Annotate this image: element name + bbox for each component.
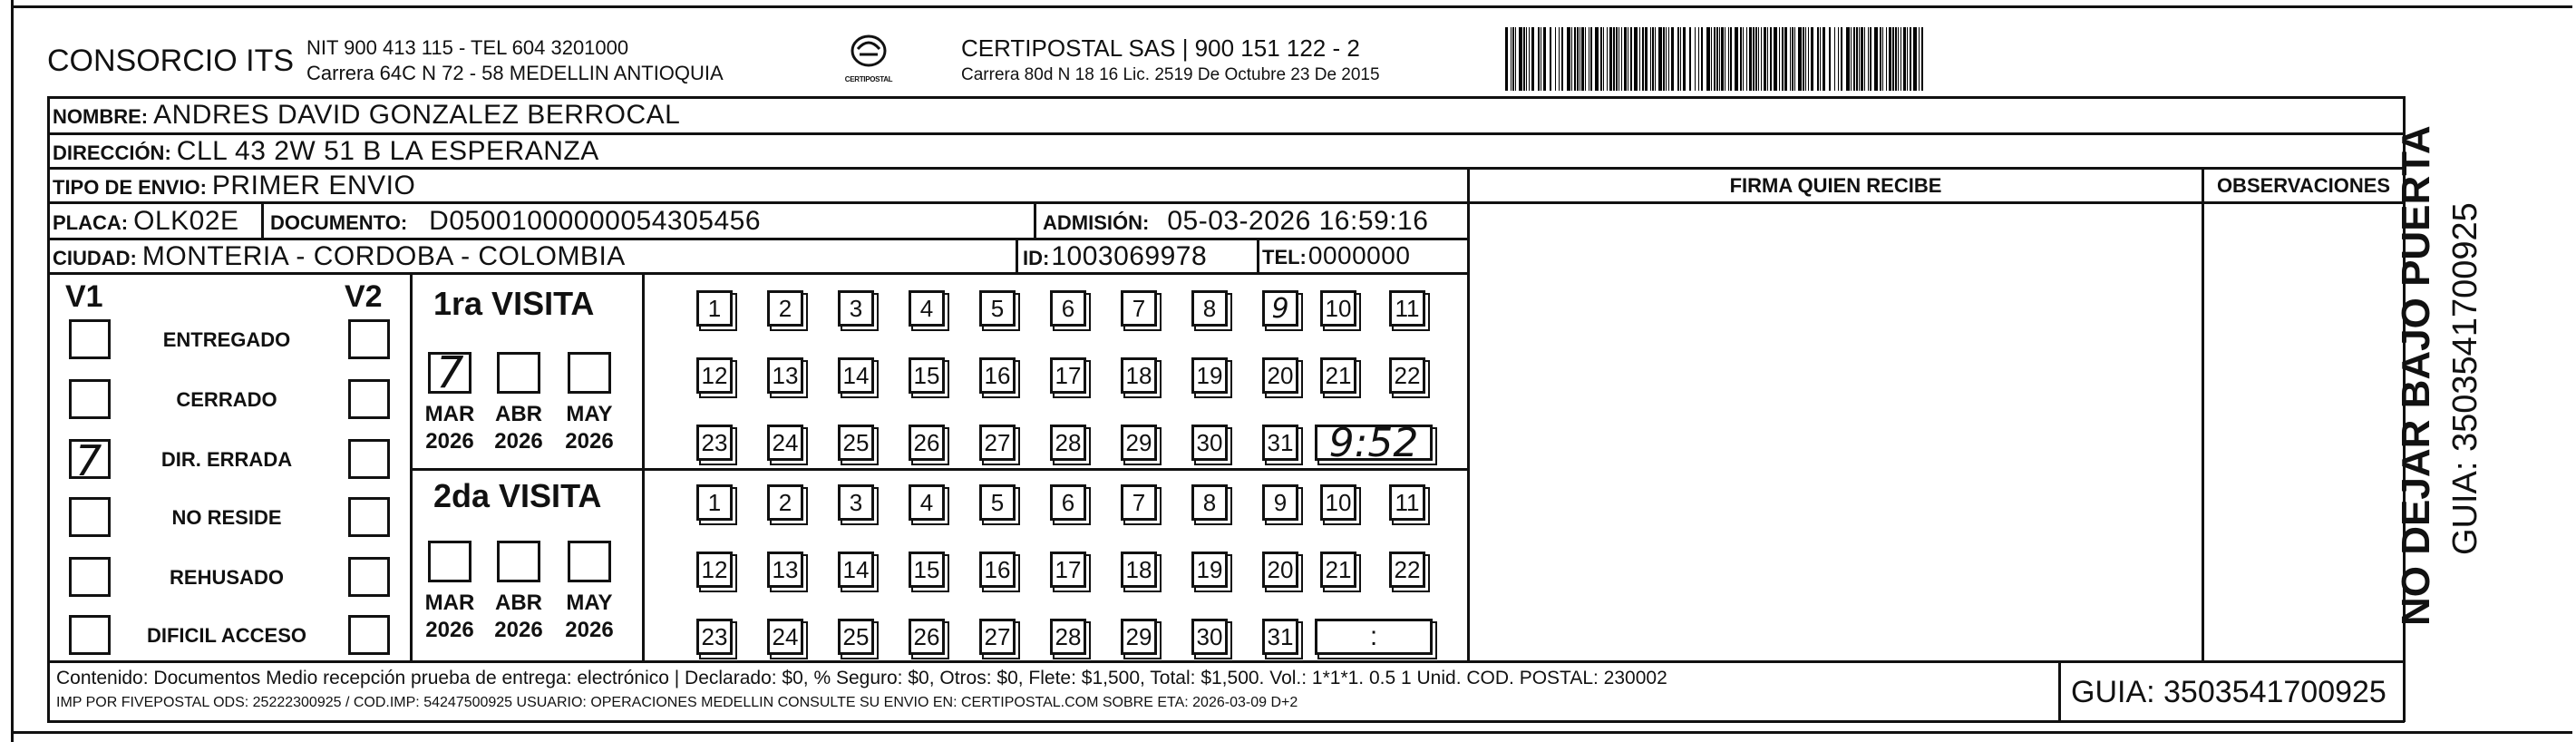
visit2-day-box[interactable]: 26 xyxy=(909,619,945,655)
visit1-month-box[interactable] xyxy=(568,352,611,394)
barcode-bar xyxy=(1585,27,1586,91)
visit1-day-box[interactable]: 19 xyxy=(1191,357,1228,394)
carrier-address: Carrera 80d N 18 16 Lic. 2519 De Octubre 23 De 2015 xyxy=(961,65,1380,84)
visit1-day-box[interactable]: 3 xyxy=(838,290,874,327)
barcode-bar xyxy=(1613,27,1615,91)
barcode-bar xyxy=(1774,27,1777,91)
visit2-month-box[interactable] xyxy=(497,541,540,582)
barcode-bar xyxy=(1706,27,1710,91)
documento-label: DOCUMENTO: xyxy=(270,211,408,234)
barcode-bar xyxy=(1567,27,1570,91)
admision-label: ADMISIÓN: xyxy=(1043,211,1150,234)
visit1-year-label: 2026 xyxy=(425,429,474,454)
status-label: CERRADO xyxy=(176,388,277,411)
visit1-day-box[interactable]: 7 xyxy=(1121,290,1157,327)
barcode-bar xyxy=(1834,27,1835,91)
barcode-bar xyxy=(1913,27,1917,91)
barcode-bar xyxy=(1716,27,1718,91)
visit2-day-box[interactable]: 16 xyxy=(979,552,1016,588)
barcode-bar xyxy=(1577,27,1579,91)
bottom-rule xyxy=(11,731,2572,734)
barcode-bar xyxy=(1668,27,1669,91)
visit1-year-label: 2026 xyxy=(565,429,614,454)
barcode-bar xyxy=(1529,27,1530,91)
barcode-bar xyxy=(1808,27,1809,91)
barcode-bar xyxy=(1892,27,1894,91)
v2-checkbox[interactable] xyxy=(348,439,390,479)
documento-field xyxy=(270,206,761,237)
visit1-day-box[interactable]: 20 xyxy=(1262,357,1298,394)
admision-divider xyxy=(1034,201,1036,239)
barcode-bar xyxy=(1561,27,1563,91)
visit1-day-box[interactable]: 27 xyxy=(979,425,1016,461)
visit2-title: 2da VISITA xyxy=(433,477,602,514)
barcode-bar xyxy=(1792,27,1793,91)
barcode-bar xyxy=(1761,27,1762,91)
nombre-label: NOMBRE: xyxy=(53,105,149,128)
tel-value: 0000000 xyxy=(1307,241,1411,269)
tipo-label: TIPO DE ENVIO: xyxy=(53,176,207,199)
v2-label: V2 xyxy=(345,279,383,314)
documento-value: D05001000000054305456 xyxy=(429,206,762,236)
visit2-day-box[interactable]: 14 xyxy=(838,552,874,588)
barcode-bar xyxy=(1853,27,1855,91)
logo-caption: CERTIPOSTAL xyxy=(844,75,893,83)
company-name: CONSORCIO ITS xyxy=(47,44,295,78)
barcode-bar xyxy=(1650,27,1651,91)
visit2-month-label: MAR xyxy=(424,591,475,615)
tel-field xyxy=(1262,241,1410,270)
barcode-bar xyxy=(1666,27,1667,91)
barcode-bar xyxy=(1663,27,1665,91)
top-rule xyxy=(11,5,2572,8)
visit2-day-box[interactable]: 28 xyxy=(1050,619,1086,655)
visit1-day-box[interactable]: 16 xyxy=(979,357,1016,394)
visit2-day-box[interactable]: 27 xyxy=(979,619,1016,655)
barcode-bar xyxy=(1889,27,1891,91)
barcode-bar xyxy=(1607,27,1608,91)
visit2-day-box[interactable]: 30 xyxy=(1191,619,1228,655)
visit1-day-box[interactable]: 26 xyxy=(909,425,945,461)
status-divider xyxy=(410,272,413,662)
visit1-day-box[interactable]: 11 xyxy=(1389,290,1425,327)
visit2-day-box[interactable]: 2 xyxy=(767,484,803,521)
barcode-bar xyxy=(1903,27,1906,91)
barcode-bar xyxy=(1511,27,1512,91)
barcode-bar xyxy=(1639,27,1640,91)
ciudad-value: MONTERIA - CORDOBA - COLOMBIA xyxy=(141,241,626,271)
visit2-day-box[interactable]: 20 xyxy=(1262,552,1298,588)
placa-divider xyxy=(261,201,264,239)
visit2-day-box[interactable]: 17 xyxy=(1050,552,1086,588)
v1-handwritten-mark: 7 xyxy=(75,436,102,485)
visit1-day-box[interactable]: 25 xyxy=(838,425,874,461)
direccion-label: DIRECCIÓN: xyxy=(53,142,171,164)
barcode-bar xyxy=(1770,27,1772,91)
visit1-day-box[interactable]: 2 xyxy=(767,290,803,327)
barcode-bar xyxy=(1895,27,1897,91)
obs-divider xyxy=(2202,167,2204,662)
visit2-day-box[interactable]: 29 xyxy=(1121,619,1157,655)
barcode-bar xyxy=(1559,27,1560,91)
barcode-bar xyxy=(1658,27,1662,91)
visit2-day-box[interactable]: 21 xyxy=(1320,552,1356,588)
visit1-day-box[interactable]: 17 xyxy=(1050,357,1086,394)
barcode-bar xyxy=(1721,27,1724,91)
status-label: NO RESIDE xyxy=(171,506,282,529)
visit1-day-box[interactable]: 9 xyxy=(1262,290,1298,327)
barcode-bar xyxy=(1512,27,1514,91)
visit1-day-box[interactable]: 1 xyxy=(696,290,733,327)
visit2-day-box[interactable]: 23 xyxy=(696,619,733,655)
barcode-bar xyxy=(1677,27,1679,91)
side-guia: GUIA: 3503541700925 xyxy=(2446,202,2484,555)
visit2-day-box[interactable]: 4 xyxy=(909,484,945,521)
barcode-bar xyxy=(1695,27,1696,91)
barcode-bar xyxy=(1714,27,1716,91)
carrier-name: CERTIPOSTAL SAS | 900 151 122 - 2 xyxy=(961,34,1360,62)
barcode-bar xyxy=(1574,27,1576,91)
status-label: ENTREGADO xyxy=(162,328,291,351)
tel-label: TEL: xyxy=(1262,246,1307,268)
v1-checkbox[interactable] xyxy=(69,436,111,485)
visit1-month-box[interactable] xyxy=(497,352,540,394)
barcode-bar xyxy=(1779,27,1780,91)
barcode-bar xyxy=(1689,27,1691,91)
barcode-bar xyxy=(1811,27,1813,91)
barcode-bar xyxy=(1683,27,1686,91)
admision-field xyxy=(1043,206,1428,237)
visit1-time-box[interactable]: 9:52 xyxy=(1315,425,1433,461)
barcode-bar xyxy=(1609,27,1612,91)
visit1-month-mark: 7 xyxy=(436,347,464,398)
barcode-bar xyxy=(1538,27,1540,91)
barcode-bar xyxy=(1719,27,1720,91)
barcode-bar xyxy=(1886,27,1887,91)
rule-4 xyxy=(47,238,1467,240)
visit1-month-label: ABR xyxy=(495,402,542,426)
visit1-day-box[interactable]: 15 xyxy=(909,357,945,394)
barcode-bar xyxy=(1595,27,1599,91)
barcode-bar xyxy=(1624,27,1627,91)
visit1-day-box[interactable]: 13 xyxy=(767,357,803,394)
barcode-bar xyxy=(1838,27,1839,91)
month-divider xyxy=(642,272,645,662)
barcode-bar xyxy=(1829,27,1831,91)
barcode-bar xyxy=(1671,27,1674,91)
form-left xyxy=(47,96,50,722)
barcode-bar xyxy=(1823,27,1825,91)
footer-guia: GUIA: 3503541700925 xyxy=(2071,675,2386,709)
barcode-bar xyxy=(1655,27,1656,91)
status-label: DIFICIL ACCESO xyxy=(146,624,306,647)
contenido-text: Contenido: Documentos Medio recepción prueba de entrega: electrónico | Declarado: $0, % Seguro: $0, Otros: $0, Flete: $1,500, Total: $1,500. Vol.: 1*1*1. 0.5 1 Unid. COD. POSTAL: 230002 xyxy=(56,668,1667,688)
barcode-bar xyxy=(1730,27,1732,91)
barcode-bar xyxy=(1590,27,1592,91)
tel-divider xyxy=(1257,238,1259,274)
v2-checkbox[interactable] xyxy=(348,319,390,359)
firma-header: FIRMA QUIEN RECIBE xyxy=(1729,174,1942,197)
rule-2 xyxy=(47,167,2405,170)
visit2-month-box[interactable] xyxy=(428,541,471,582)
barcode-bar xyxy=(1861,27,1863,91)
firma-divider xyxy=(1467,167,1470,662)
barcode-bar xyxy=(1767,27,1768,91)
id-field xyxy=(1023,241,1207,272)
visit1-day-box[interactable]: 4 xyxy=(909,290,945,327)
visit1-day-box[interactable]: 10 xyxy=(1320,290,1356,327)
visit1-title: 1ra VISITA xyxy=(433,285,595,322)
barcode-bar xyxy=(1603,27,1604,91)
form-bottom xyxy=(47,720,2405,723)
placa-field xyxy=(53,206,239,237)
visit1-day-box[interactable]: 31 xyxy=(1262,425,1298,461)
barcode-bar xyxy=(1817,27,1819,91)
barcode-bar xyxy=(1794,27,1795,91)
barcode-bar xyxy=(1645,27,1648,91)
company-nit: NIT 900 413 115 - TEL 604 3201000 xyxy=(306,36,629,59)
barcode-bar xyxy=(1735,27,1738,91)
barcode-bar xyxy=(1531,27,1534,91)
barcode-bar xyxy=(1543,27,1546,91)
visit2-day-box[interactable]: 18 xyxy=(1121,552,1157,588)
barcode-bar xyxy=(1698,27,1699,91)
barcode-bar xyxy=(1859,27,1860,91)
visit2-year-label: 2026 xyxy=(494,618,543,642)
visit2-day-box[interactable]: 5 xyxy=(979,484,1016,521)
visit2-year-label: 2026 xyxy=(425,618,474,642)
visit2-day-box[interactable]: 25 xyxy=(838,619,874,655)
barcode-bar xyxy=(1870,27,1871,91)
barcode-bar xyxy=(1743,27,1744,91)
visit1-day-box[interactable]: 6 xyxy=(1050,290,1086,327)
id-label: ID: xyxy=(1023,247,1050,269)
visit2-day-box[interactable]: 1 xyxy=(696,484,733,521)
barcode-bar xyxy=(1805,27,1806,91)
direccion-field xyxy=(53,136,599,167)
no-dejar-text: NO DEJAR BAJO PUERTA xyxy=(2394,125,2438,626)
visit1-month-label: MAR xyxy=(424,402,475,426)
status-label: REHUSADO xyxy=(170,566,284,589)
barcode-bar xyxy=(1753,27,1755,91)
barcode-bar xyxy=(1820,27,1821,91)
barcode-bar xyxy=(1880,27,1881,91)
visit2-year-label: 2026 xyxy=(565,618,614,642)
form-top xyxy=(47,96,2405,99)
barcode-bar xyxy=(1634,27,1638,91)
visit2-day-box[interactable]: 24 xyxy=(767,619,803,655)
imp-text: IMP POR FIVEPOSTAL ODS: 25222300925 / COD.IMP: 54247500925 USUARIO: OPERACIONES MEDELLIN CONSULTE SU ENVIO EN: CERTIPOSTAL.COM SOBRE ETA: 2026-03-09 D+2 xyxy=(56,695,1298,710)
visit1-month-box[interactable] xyxy=(428,347,471,398)
v2-checkbox[interactable] xyxy=(348,379,390,419)
visit1-day-box[interactable]: 8 xyxy=(1191,290,1228,327)
rule-3 xyxy=(47,201,2405,204)
visit2-day-box[interactable]: 6 xyxy=(1050,484,1086,521)
tipo-value: PRIMER ENVIO xyxy=(211,171,416,200)
barcode-bar xyxy=(1874,27,1878,91)
visit1-month-label: MAY xyxy=(566,402,613,426)
direccion-value: CLL 43 2W 51 B LA ESPERANZA xyxy=(176,136,599,166)
barcode-bar xyxy=(1728,27,1729,91)
visit1-year-label: 2026 xyxy=(494,429,543,454)
barcode-bar xyxy=(1755,27,1757,91)
company-address: Carrera 64C N 72 - 58 MEDELLIN ANTIOQUIA xyxy=(306,62,724,84)
barcode-bar xyxy=(1851,27,1852,91)
ciudad-label: CIUDAD: xyxy=(53,247,137,269)
certipostal-logo xyxy=(841,34,896,93)
visit2-month-label: ABR xyxy=(495,591,542,615)
barcode-bar xyxy=(1740,27,1742,91)
visit1-day-box[interactable]: 21 xyxy=(1320,357,1356,394)
barcode-bar xyxy=(1764,27,1766,91)
visit1-day-box[interactable]: 12 xyxy=(696,357,733,394)
barcode-bar xyxy=(1841,27,1842,91)
barcode-bar xyxy=(1782,27,1784,91)
barcode-bar xyxy=(1910,27,1911,91)
visit2-day-box[interactable]: 9 xyxy=(1262,484,1298,521)
barcode-bar xyxy=(1790,27,1791,91)
visit2-day-box[interactable]: 11 xyxy=(1389,484,1425,521)
placa-value: OLK02E xyxy=(133,206,239,236)
status-label: DIR. ERRADA xyxy=(160,448,293,471)
visit1-day-box[interactable]: 22 xyxy=(1389,357,1425,394)
observaciones-header: OBSERVACIONES xyxy=(2216,174,2391,197)
v2-checkbox[interactable] xyxy=(348,615,390,655)
barcode-bar xyxy=(1505,27,1508,91)
barcode-bar xyxy=(1907,27,1908,91)
v1-checkbox[interactable] xyxy=(69,497,111,537)
id-value: 1003069978 xyxy=(1051,241,1208,271)
visit1-day-box[interactable]: 28 xyxy=(1050,425,1086,461)
barcode-bar xyxy=(1864,27,1865,91)
barcode-bar xyxy=(1555,27,1556,91)
visit2-day-box[interactable]: 22 xyxy=(1389,552,1425,588)
rule-1 xyxy=(47,132,2405,135)
barcode-bar xyxy=(1746,27,1747,91)
visit2-day-box[interactable]: 19 xyxy=(1191,552,1228,588)
barcode-bar xyxy=(1798,27,1802,91)
visit2-time-box[interactable]: : xyxy=(1315,619,1433,655)
visit-divider xyxy=(410,468,1467,471)
barcode-bar xyxy=(1856,27,1858,91)
barcode-bar xyxy=(1846,27,1850,91)
barcode-bar xyxy=(1519,27,1522,91)
v1-checkbox[interactable] xyxy=(69,615,111,655)
barcode-bar xyxy=(1680,27,1681,91)
admision-value: 05-03-2026 16:59:16 xyxy=(1167,206,1429,236)
barcode-bar xyxy=(1630,27,1632,91)
barcode-bar xyxy=(1526,27,1527,91)
barcode-bar xyxy=(1600,27,1602,91)
visit2-day-box[interactable]: 3 xyxy=(838,484,874,521)
barcode-bar xyxy=(1621,27,1622,91)
barcode-bar xyxy=(1749,27,1752,91)
visit1-day-box[interactable]: 30 xyxy=(1191,425,1228,461)
rule-footer xyxy=(47,660,2405,663)
barcode-bar xyxy=(1803,27,1804,91)
barcode-bar xyxy=(1711,27,1712,91)
visit2-day-box[interactable]: 15 xyxy=(909,552,945,588)
visit2-day-box[interactable]: 7 xyxy=(1121,484,1157,521)
visit1-day-box[interactable]: 18 xyxy=(1121,357,1157,394)
nombre-value: ANDRES DAVID GONZALEZ BERROCAL xyxy=(153,100,681,130)
visit1-day-box[interactable]: 24 xyxy=(767,425,803,461)
barcode-bar xyxy=(1515,27,1516,91)
visit2-day-box[interactable]: 12 xyxy=(696,552,733,588)
visit2-day-box[interactable]: 10 xyxy=(1320,484,1356,521)
barcode-bar xyxy=(1784,27,1787,91)
guia-divider xyxy=(2058,660,2061,722)
left-edge xyxy=(11,0,14,742)
barcode-bar xyxy=(1701,27,1703,91)
barcode-bar xyxy=(1571,27,1572,91)
barcode-bar xyxy=(1921,27,1923,91)
barcode-bar xyxy=(1898,27,1899,91)
visit2-month-label: MAY xyxy=(566,591,613,615)
visit1-day-box[interactable]: 23 xyxy=(696,425,733,461)
v2-checkbox[interactable] xyxy=(348,557,390,597)
barcode-bar xyxy=(1550,27,1551,91)
barcode-bar xyxy=(1919,27,1920,91)
barcode-bar xyxy=(1523,27,1525,91)
visit2-day-box[interactable]: 31 xyxy=(1262,619,1298,655)
placa-label: PLACA: xyxy=(53,211,129,234)
ciudad-field xyxy=(53,241,626,272)
tipo-field xyxy=(53,171,415,201)
visit2-month-box[interactable] xyxy=(568,541,611,582)
visit1-day-box[interactable]: 14 xyxy=(838,357,874,394)
v2-checkbox[interactable] xyxy=(348,497,390,537)
id-divider xyxy=(1016,238,1018,274)
barcode-bar xyxy=(1616,27,1618,91)
v1-checkbox[interactable] xyxy=(69,557,111,597)
v1-label: V1 xyxy=(65,279,103,314)
barcode-bar xyxy=(1758,27,1759,91)
v1-checkbox[interactable] xyxy=(69,319,111,359)
visit2-day-box[interactable]: 8 xyxy=(1191,484,1228,521)
visit2-day-box[interactable]: 13 xyxy=(767,552,803,588)
guide-barcode xyxy=(1505,27,2227,91)
rule-5 xyxy=(47,272,1467,275)
visit1-day-box[interactable]: 5 xyxy=(979,290,1016,327)
barcode-bar xyxy=(1868,27,1869,91)
v1-checkbox[interactable] xyxy=(69,379,111,419)
barcode-bar xyxy=(1642,27,1644,91)
nombre-field xyxy=(53,100,680,131)
barcode-bar xyxy=(1581,27,1584,91)
barcode-bar xyxy=(1882,27,1883,91)
visit1-day-box[interactable]: 29 xyxy=(1121,425,1157,461)
barcode-bar xyxy=(1900,27,1901,91)
barcode-bar xyxy=(1652,27,1654,91)
